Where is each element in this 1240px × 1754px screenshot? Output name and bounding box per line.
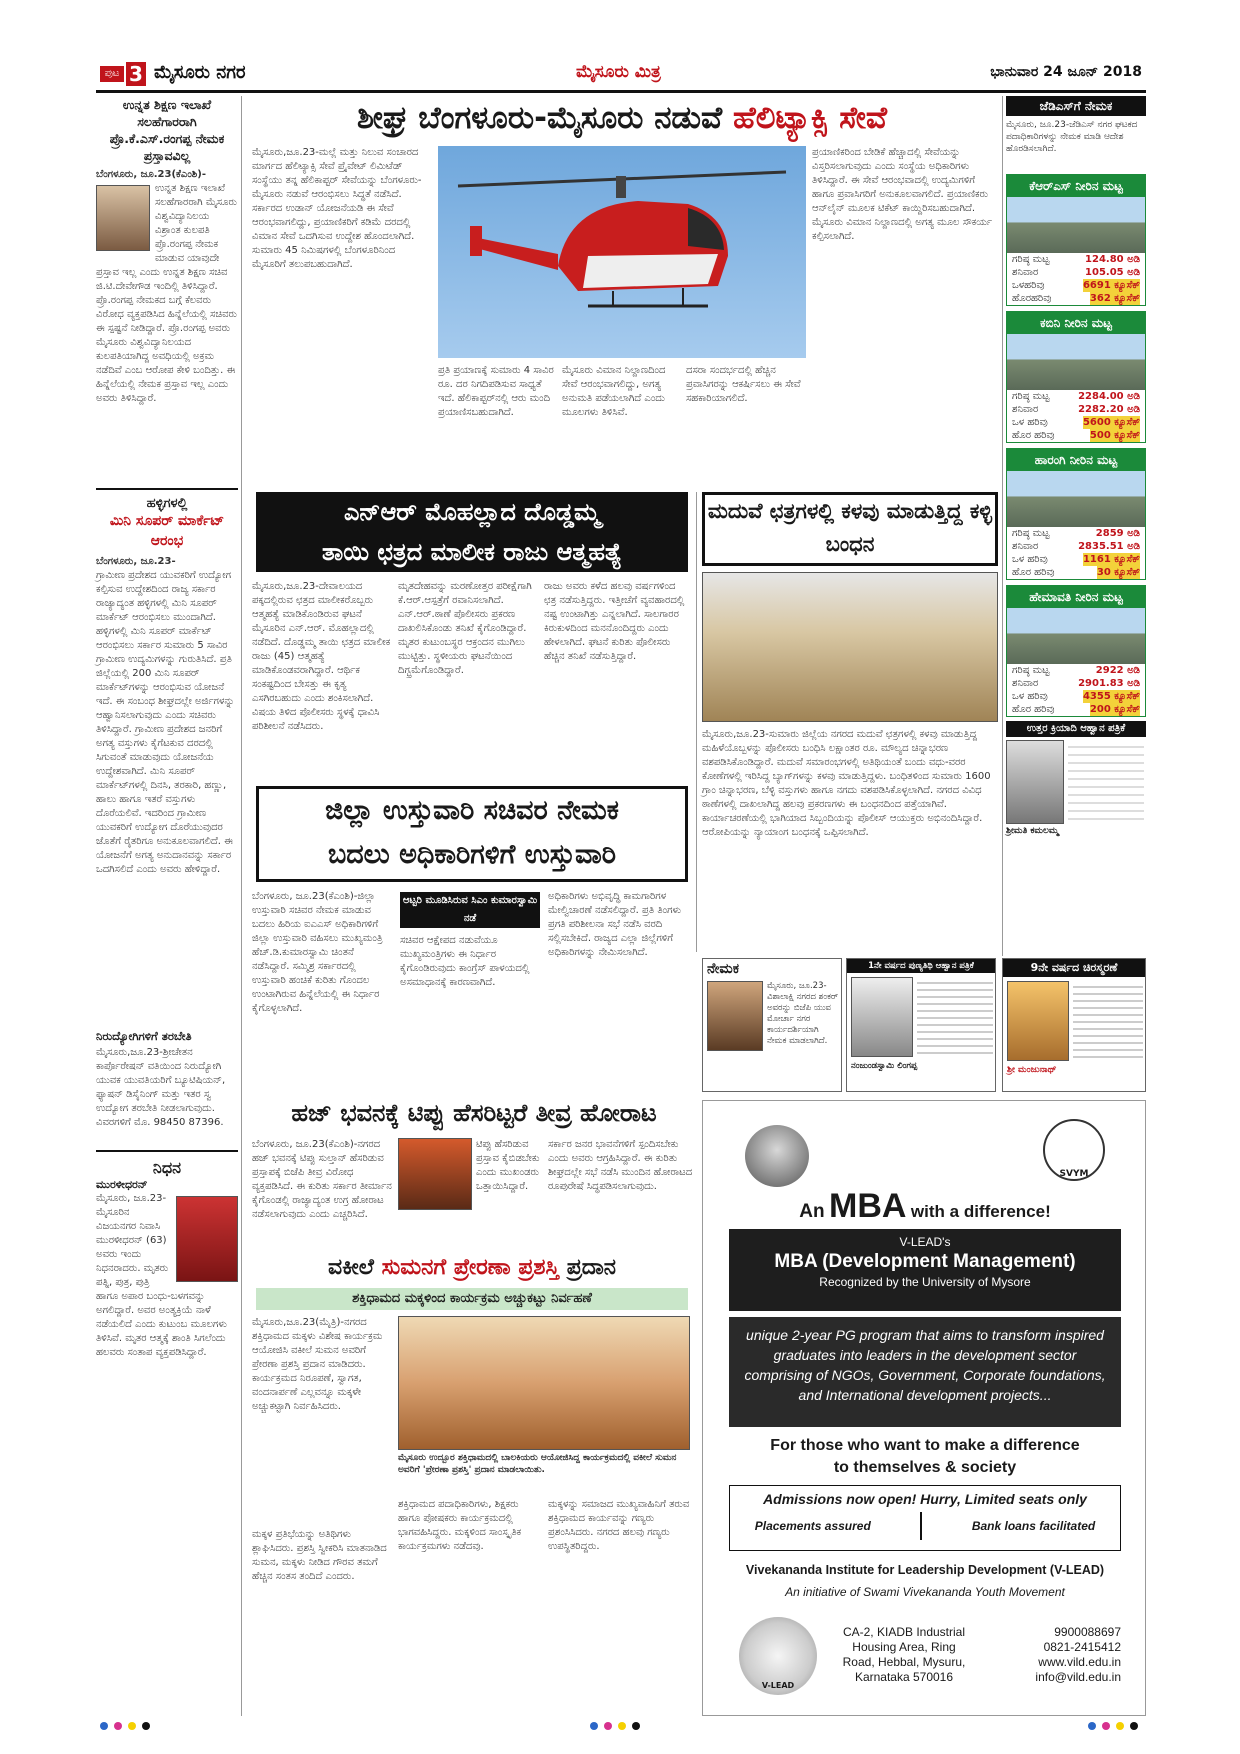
dam-stat-row bbox=[1007, 253, 1145, 266]
dam-stat-label: ಶನಿವಾರ bbox=[1012, 404, 1039, 415]
recognition: Recognized by the University of Mysore bbox=[819, 1275, 1031, 1289]
program-name: MBA (Development Management) bbox=[774, 1251, 1076, 1272]
dam-title: ಹೇಮಾವತಿ ನೀರಿನ ಮಟ್ಟ bbox=[1007, 586, 1145, 608]
masthead-rule bbox=[96, 90, 1146, 93]
dam-stat-row bbox=[1007, 703, 1145, 716]
award-subhead: ಶಕ್ತಿಧಾಮದ ಮಕ್ಕಳಿಂದ ಕಾರ್ಯಕ್ರಮ ಅಚ್ಚುಕಟ್ಟು ನಿರ್ವಹಣೆ bbox=[256, 1288, 688, 1310]
district-col-2: ಸಚಿವರ ಆಕ್ಷೇಪದ ನಡುವೆಯೂ ಮುಖ್ಯಮಂತ್ರಿಗಳು ಈ ನಿರ್ಧಾರ ಕೈಗೊಂಡಿರುವುದು ಕಾಂಗ್ರೆಸ್ ಪಾಳಯದಲ್ಲಿ ಅಸಮಾಧಾನಕ್ಕೆ ಕಾರಣವಾಗಿದೆ. bbox=[400, 935, 530, 988]
award-headline-part-3: ಪ್ರೇರಣಾ ಪ್ರಶಸ್ತಿ bbox=[453, 1255, 560, 1280]
dam-level-box bbox=[1006, 448, 1146, 580]
dateline: ಬೆಂಗಳೂರು, ಜೂ.23- bbox=[96, 556, 176, 567]
uttara-body bbox=[1068, 740, 1144, 824]
page-number: 3 bbox=[126, 62, 146, 86]
dam-stat-value: 1161 ಕ್ಯೂಸೆಕ್ bbox=[1082, 554, 1140, 565]
theft-body: ಮೈಸೂರು,ಜೂ.23-ಸುಮಾರು ಜಿಲ್ಲೆಯ ನಗರದ ಮದುವೆ ಛತ್ರಗಳಲ್ಲಿ ಕಳವು ಮಾಡುತ್ತಿದ್ದ ಮಹಿಳೆಯೊಬ್ಬಳನ್ನು ಪೊಲೀಸರು ಬಂಧಿಸಿ ಲಕ್ಷಾಂತರ ರೂ. ಮೌಲ್ಯದ ಚಿನ್ನಾಭರಣ ವಶಪಡಿಸಿಕೊಂಡಿದ್ದಾರೆ. ಮದುವೆ ಸಮಾರಂಭಗಳಲ್ಲಿ ಅತಿಥಿಯಂತೆ ಬಂದು ವಧು-ವರರ ಕೋಣೆಗಳಲ್ಲಿ ಇರಿಸಿದ್ದ ಬ್ಯಾಗ್‌ಗಳನ್ನು ಕಳವು ಮಾಡುತ್ತಿದ್ದಳು. ಬಂಧಿತಳಿಂದ ಸುಮಾರು 1600 ಗ್ರಾಂ ಚಿನ್ನಾಭರಣ, ಬೆಳ್ಳಿ ವಸ್ತುಗಳು ಹಾಗೂ ನಗದು ವಶಪಡಿಸಿಕೊಳ್ಳಲಾಗಿದೆ. ನಗರದ ವಿವಿಧ ಠಾಣೆಗಳಲ್ಲಿ ದಾಖಲಾಗಿದ್ದ ಹಲವು ಪ್ರಕರಣಗಳು ಈ ಬಂಧನದಿಂದ ಪತ್ತೆಯಾಗಿವೆ. ಕಾರ್ಯಾಚರಣೆಯಲ್ಲಿ ಭಾಗಿಯಾದ ಸಿಬ್ಬಂದಿಯನ್ನು ಪೊಲೀಸ್ ಆಯುಕ್ತರು ಅಭಿನಂದಿಸಿದ್ದಾರೆ. ಆರೋಪಿಯನ್ನು ನ್ಯಾಯಾಂಗ ಬಂಧನಕ್ಕೆ ಒಪ್ಪಿಸಲಾಗಿದೆ. bbox=[702, 729, 991, 838]
dam-level-box bbox=[1006, 585, 1146, 717]
dateline: ಬೆಂಗಳೂರು, ಜೂ.23(ಕೆಎಂಶಿ)- bbox=[96, 169, 206, 180]
lead-col-2: ಪ್ರತಿ ಪ್ರಯಾಣಕ್ಕೆ ಸುಮಾರು 4 ಸಾವಿರ ರೂ. ದರ ನಿಗದಿಪಡಿಸುವ ಸಾಧ್ಯತೆ ಇದೆ. ಹೆಲಿಕಾಪ್ಟರ್‌ನಲ್ಲಿ ಆರು ಮಂದಿ ಪ್ರಯಾಣಿಸಬಹುದಾಗಿದೆ. bbox=[438, 365, 554, 418]
appointment-box bbox=[702, 958, 842, 1092]
dam-stat-label: ಗರಿಷ್ಠ ಮಟ್ಟ bbox=[1012, 254, 1050, 265]
obituary-photo bbox=[176, 1196, 238, 1282]
anniversary-title: 9ನೇ ವರ್ಷದ ಚಿರಸ್ಮರಣೆ bbox=[1003, 959, 1145, 977]
lead-col-3: ಮೈಸೂರು ವಿಮಾನ ನಿಲ್ದಾಣದಿಂದ ಸೇವೆ ಆರಂಭವಾಗಲಿದ್ದು, ಅಗತ್ಯ ಅನುಮತಿ ಪಡೆಯಲಾಗಿದೆ ಎಂದು ಮೂಲಗಳು ತಿಳಿಸಿವೆ. bbox=[562, 365, 666, 418]
appointment-photo bbox=[707, 981, 763, 1051]
dam-stat-value: 105.05 ಅಡಿ bbox=[1085, 267, 1140, 278]
address-line: Housing Area, Ring bbox=[852, 1640, 956, 1654]
uttara-name: ಶ್ರೀಮತಿ ಕಮಲಮ್ಮ bbox=[1006, 826, 1059, 836]
section-name: ಮೈಸೂರು ನಗರ bbox=[154, 62, 246, 83]
dam-title: ಕೆಆರ್‌ಎಸ್ ನೀರಿನ ಮಟ್ಟ bbox=[1007, 175, 1145, 197]
admissions-box bbox=[729, 1485, 1121, 1551]
portrait-photo bbox=[96, 185, 150, 251]
dam-stat-value: 362 ಕ್ಯೂಸೆಕ್ bbox=[1089, 293, 1140, 304]
tagline-line-1: For those who want to make a difference bbox=[770, 1437, 1080, 1454]
dam-stat-row bbox=[1007, 664, 1145, 677]
dam-title: ಕಬಿನಿ ನೀರಿನ ಮಟ್ಟ bbox=[1007, 312, 1145, 334]
vivekananda-portrait bbox=[745, 1125, 809, 1187]
dam-stat-value: 200 ಕ್ಯೂಸೆಕ್ bbox=[1089, 704, 1140, 715]
page-label: ಪುಟ bbox=[100, 66, 124, 82]
address-line: Road, Hebbal, Mysuru, bbox=[842, 1655, 966, 1669]
institute-contact bbox=[991, 1625, 1121, 1685]
address-line: Karnataka 570016 bbox=[854, 1670, 954, 1684]
svym-label: SVYM bbox=[1059, 1169, 1089, 1179]
nr-headline-line-2: ತಾಯಿ ಛತ್ರದ ಮಾಲೀಕ ರಾಜು ಆತ್ಮಹತ್ಯೆ bbox=[322, 538, 622, 566]
dam-stat-row bbox=[1007, 690, 1145, 703]
hajj-col-1: ಬೆಂಗಳೂರು, ಜೂ.23(ಕೆಎಂಶಿ)-ನಗರದ ಹಜ್ ಭವನಕ್ಕೆ ಟಿಪ್ಪು ಸುಲ್ತಾನ್ ಹೆಸರಿಡುವ ಪ್ರಸ್ತಾಪಕ್ಕೆ ಬಿಜೆಪಿ ತೀವ್ರ ವಿರೋಧ ವ್ಯಕ್ತಪಡಿಸಿದೆ. ಈ ಕುರಿತು ಸರ್ಕಾರ ತೀರ್ಮಾನ ಕೈಗೊಂಡಲ್ಲಿ ರಾಜ್ಯಾದ್ಯಂತ ಉಗ್ರ ಹೋರಾಟ ನಡೆಸಲಾಗುವುದು ಎಂದು ಎಚ್ಚರಿಸಿದೆ. bbox=[252, 1139, 392, 1220]
award-headline-part-1: ವಕೀಲೆ bbox=[328, 1255, 374, 1280]
dam-stat-row bbox=[1007, 527, 1145, 540]
nr-col-1: ಮೈಸೂರು,ಜೂ.23-ದೇವಾಲಯದ ಪಕ್ಕದಲ್ಲಿರುವ ಛತ್ರದ ಮಾಲೀಕರೊಬ್ಬರು ಆತ್ಮಹತ್ಯೆ ಮಾಡಿಕೊಂಡಿರುವ ಘಟನೆ ಮೈಸೂರಿನ ಎನ್.ಆರ್. ಮೊಹಲ್ಲಾದಲ್ಲಿ ನಡೆದಿದೆ. ದೊಡ್ಡಮ್ಮ ತಾಯಿ ಛತ್ರದ ಮಾಲೀಕ ರಾಜು (45) ಆತ್ಮಹತ್ಯೆ ಮಾಡಿಕೊಂಡವರಾಗಿದ್ದಾರೆ. ಆರ್ಥಿಕ ಸಂಕಷ್ಟದಿಂದ ಬೇಸತ್ತು ಈ ಕೃತ್ಯ ಎಸಗಿರಬಹುದು ಎಂದು ಶಂಕಿಸಲಾಗಿದೆ. ವಿಷಯ ತಿಳಿದ ಪೊಲೀಸರು ಸ್ಥಳಕ್ಕೆ ಧಾವಿಸಿ ಪರಿಶೀಲನೆ ನಡೆಸಿದರು. bbox=[252, 581, 391, 732]
dam-stat-row bbox=[1007, 540, 1145, 553]
dam-stat-label: ಒಳ ಹರಿವು bbox=[1012, 554, 1048, 565]
anniversary-text bbox=[1073, 981, 1143, 1061]
separator bbox=[920, 1512, 922, 1540]
contact-line: info@vild.edu.in bbox=[1035, 1670, 1121, 1684]
registration-dots-center bbox=[590, 1722, 640, 1730]
theft-headline: ಮದುವೆ ಛತ್ರಗಳಲ್ಲಿ ಕಳವು ಮಾಡುತ್ತಿದ್ದ ಕಳ್ಳಿ ಬಂಧನ bbox=[702, 492, 998, 566]
politician-photo bbox=[398, 1138, 472, 1210]
contact-line: 9900088697 bbox=[1054, 1625, 1121, 1639]
award-col-2: ಮಕ್ಕಳ ಪ್ರತಿಭೆಯನ್ನು ಅತಿಥಿಗಳು ಶ್ಲಾಘಿಸಿದರು. ಪ್ರಶಸ್ತಿ ಸ್ವೀಕರಿಸಿ ಮಾತನಾಡಿದ ಸುಮನ, ಮಕ್ಕಳು ನೀಡಿದ ಗೌರವ ತಮಗೆ ಹೆಚ್ಚಿನ ಸಂತಸ ತಂದಿದೆ ಎಂದರು. bbox=[252, 1529, 387, 1582]
column-rule bbox=[241, 96, 242, 1716]
district-box-headline: ಆಟ್ಟರಿ ಮೂಡಿಸಿರುವ ಸಿಎಂ ಕುಮಾರಸ್ವಾಮಿ ನಡೆ bbox=[400, 892, 540, 928]
dam-stat-label: ಶನಿವಾರ bbox=[1012, 541, 1039, 552]
dam-stat-value: 2835.51 ಅಡಿ bbox=[1078, 541, 1140, 552]
lead-headline bbox=[246, 96, 998, 140]
program-description: unique 2-year PG program that aims to transform inspired graduates into leaders in the development sector comprising of NGOs, Government, Corporate foundations, and International development projects... bbox=[729, 1317, 1121, 1427]
nr-col-3: ರಾಜು ಅವರು ಕಳೆದ ಹಲವು ವರ್ಷಗಳಿಂದ ಛತ್ರ ನಡೆಸುತ್ತಿದ್ದರು. ಇತ್ತೀಚೆಗೆ ವ್ಯವಹಾರದಲ್ಲಿ ನಷ್ಟ ಉಂಟಾಗಿತ್ತು ಎನ್ನಲಾಗಿದೆ. ಸಾಲಗಾರರ ಕಿರುಕುಳದಿಂದ ಮನನೊಂದಿದ್ದರು ಎಂದು ಹೇಳಲಾಗಿದೆ. ಘಟನೆ ಕುರಿತು ಪೊಲೀಸರು ಹೆಚ್ಚಿನ ತನಿಖೆ ನಡೆಸುತ್ತಿದ್ದಾರೆ. bbox=[544, 581, 685, 662]
admissions-note: Admissions now open! Hurry, Limited seats only bbox=[763, 1491, 1087, 1507]
dam-stat-row bbox=[1007, 266, 1145, 279]
contact-line: 0821-2415412 bbox=[1043, 1640, 1121, 1654]
vlead-logo-label: V-LEAD bbox=[761, 1681, 795, 1690]
dam-stat-value: 2284.00 ಅಡಿ bbox=[1078, 391, 1140, 402]
lead-col-4: ದಸರಾ ಸಂದರ್ಭದಲ್ಲಿ ಹೆಚ್ಚಿನ ಪ್ರವಾಸಿಗರನ್ನು ಆಕರ್ಷಿಸಲು ಈ ಸೇವೆ ಸಹಕಾರಿಯಾಗಲಿದೆ. bbox=[686, 365, 801, 404]
dam-stat-row bbox=[1007, 292, 1145, 305]
district-col-1: ಬೆಂಗಳೂರು, ಜೂ.23(ಕೆಎಂಶಿ)-ಜಿಲ್ಲಾ ಉಸ್ತುವಾರಿ ಸಚಿವರ ನೇಮಕ ಮಾಡುವ ಬದಲು ಹಿರಿಯ ಐಎಎಸ್ ಅಧಿಕಾರಿಗಳಿಗೆ ಜಿಲ್ಲಾ ಉಸ್ತುವಾರಿ ವಹಿಸಲು ಮುಖ್ಯಮಂತ್ರಿ ಹೆಚ್.ಡಿ.ಕುಮಾರಸ್ವಾಮಿ ಚಿಂತನೆ ನಡೆಸಿದ್ದಾರೆ. ಸಮ್ಮಿಶ್ರ ಸರ್ಕಾರದಲ್ಲಿ ಉಸ್ತುವಾರಿ ಹಂಚಿಕೆ ಕುರಿತು ಗೊಂದಲ ಉಂಟಾಗಿರುವ ಹಿನ್ನೆಲೆಯಲ್ಲಿ ಈ ನಿರ್ಧಾರ ಕೈಗೊಳ್ಳಲಾಗಿದೆ. bbox=[252, 891, 383, 1014]
ad-headline-rest: with a difference! bbox=[910, 1202, 1051, 1221]
program-banner bbox=[729, 1229, 1121, 1311]
institute-name: Vivekananda Institute for Leadership Development (V-LEAD) bbox=[745, 1563, 1105, 1577]
ad-content bbox=[729, 1111, 1121, 1707]
anniversary-photo bbox=[851, 977, 913, 1057]
award-col-1: ಮೈಸೂರು,ಜೂ.23(ಮೈತ್ರಿ)-ನಗರದ ಶಕ್ತಿಧಾಮದ ಮಕ್ಕಳು ವಿಶೇಷ ಕಾರ್ಯಕ್ರಮ ಆಯೋಜಿಸಿ ವಕೀಲೆ ಸುಮನ ಅವರಿಗೆ ಪ್ರೇರಣಾ ಪ್ರಶಸ್ತಿ ಪ್ರದಾನ ಮಾಡಿದರು. ಕಾರ್ಯಕ್ರಮದ ನಿರೂಪಣೆ, ಸ್ವಾಗತ, ವಂದನಾರ್ಪಣೆ ಎಲ್ಲವನ್ನೂ ಮಕ್ಕಳೇ ಅಚ್ಚುಕಟ್ಟಾಗಿ ನಿರ್ವಹಿಸಿದರು. bbox=[252, 1317, 383, 1412]
issue-date: ಭಾನುವಾರ 24 ಜೂನ್ 2018 bbox=[990, 64, 1142, 80]
dam-stat-value: 2901.83 ಅಡಿ bbox=[1078, 678, 1140, 689]
children-group-photo bbox=[398, 1316, 690, 1450]
initiative-line: An initiative of Swami Vivekananda Youth Movement bbox=[785, 1585, 1065, 1599]
dam-stat-label: ಹೊರಹರಿವು bbox=[1012, 293, 1052, 304]
dam-stat-row bbox=[1007, 677, 1145, 690]
address-line: CA-2, KIADB Industrial bbox=[842, 1625, 966, 1639]
jds-headline: ಜೆಡಿಎಸ್‌ಗೆ ನೇಮಕ bbox=[1006, 96, 1146, 116]
award-col-4: ಮಕ್ಕಳನ್ನು ಸಮಾಜದ ಮುಖ್ಯವಾಹಿನಿಗೆ ತರುವ ಶಕ್ತಿಧಾಮದ ಕಾರ್ಯವನ್ನು ಗಣ್ಯರು ಪ್ರಶಂಸಿಸಿದರು. ನಗರದ ಹಲವು ಗಣ್ಯರು ಉಪಸ್ಥಿತರಿದ್ದರು. bbox=[548, 1499, 690, 1552]
dam-stat-value: 124.80 ಅಡಿ bbox=[1085, 254, 1140, 265]
ad-headline bbox=[729, 1187, 1121, 1226]
paper-name: ಮೈಸೂರು ಮಿತ್ರ bbox=[576, 62, 661, 82]
vlead-logo bbox=[739, 1617, 817, 1695]
dam-photo bbox=[1007, 197, 1145, 253]
dam-stat-value: 5600 ಕ್ಯೂಸೆಕ್ bbox=[1082, 417, 1140, 428]
story-headline: ಉನ್ನತ ಶಿಕ್ಷಣ ಇಲಾಖೆ ಸಲಹೆಗಾರರಾಗಿ ಪ್ರೊ.ಕೆ.ಎಸ್.ರಂಗಪ್ಪ ನೇಮಕ ಪ್ರಸ್ತಾವವಿಲ್ಲ bbox=[109, 97, 225, 163]
lead-headline-black: ಶೀಘ್ರ ಬೆಂಗಳೂರು-ಮೈಸೂರು ನಡುವೆ bbox=[356, 100, 723, 136]
dam-stat-row bbox=[1007, 429, 1145, 442]
dam-stat-row bbox=[1007, 416, 1145, 429]
dam-stat-row bbox=[1007, 553, 1145, 566]
loans-note: Bank loans facilitated bbox=[971, 1519, 1096, 1533]
award-headline-part-4: ಪ್ರದಾನ bbox=[566, 1255, 616, 1280]
nr-col-2: ಮೃತದೇಹವನ್ನು ಮರಣೋತ್ತರ ಪರೀಕ್ಷೆಗಾಗಿ ಕೆ.ಆರ್.ಆಸ್ಪತ್ರೆಗೆ ರವಾನಿಸಲಾಗಿದೆ. ಎನ್.ಆರ್.ಠಾಣೆ ಪೊಲೀಸರು ಪ್ರಕರಣ ದಾಖಲಿಸಿಕೊಂಡು ತನಿಖೆ ಕೈಗೊಂಡಿದ್ದಾರೆ. ಮೃತರ ಕುಟುಂಬಸ್ಥರ ಆಕ್ರಂದನ ಮುಗಿಲು ಮುಟ್ಟಿತ್ತು. ಸ್ಥಳೀಯರು ಘಟನೆಯಿಂದ ದಿಗ್ಭ್ರಮೆಗೊಂಡಿದ್ದಾರೆ. bbox=[398, 581, 532, 676]
story-headline: ನಿರುದ್ಯೋಗಿಗಳಿಗೆ ತರಬೇತಿ bbox=[96, 1029, 192, 1043]
dam-stat-value: 2922 ಅಡಿ bbox=[1095, 665, 1140, 676]
registration-dots-right bbox=[1088, 1722, 1138, 1730]
story-body: ಮೈಸೂರು,ಜೂ.23-ಶ್ರೀಚೇತನ ಕಾರ್ಪೊರೇಷನ್ ವತಿಯಿಂದ ನಿರುದ್ಯೋಗಿ ಯುವಕ ಯುವತಿಯರಿಗೆ ಬ್ಯೂಟಿಷಿಯನ್, ಫ್ಯಾಷನ್ ಡಿಸೈನಿಂಗ್ ಮತ್ತು ಇತರ ಸ್ವ ಉದ್ಯೋಗ ತರಬೇತಿ ನೀಡಲಾಗುವುದು. ವಿವರಗಳಿಗೆ ಮೊ. 98450 87396. bbox=[96, 1047, 226, 1128]
lead-headline-red: ಹೆಲಿಟ್ಯಾಕ್ಸಿ ಸೇವೆ bbox=[732, 100, 888, 136]
police-group-photo bbox=[702, 572, 998, 722]
ad-headline-an: An bbox=[799, 1201, 825, 1222]
dam-level-box bbox=[1006, 174, 1146, 306]
dam-stat-value: 2859 ಅಡಿ bbox=[1095, 528, 1140, 539]
ad-tagline bbox=[729, 1435, 1121, 1479]
obituary-name: ಮುರಳೀಧರನ್ bbox=[96, 1178, 148, 1191]
dam-stat-label: ಹೊರ ಹರಿವು bbox=[1012, 704, 1055, 715]
dam-stat-label: ಒಳ ಹರಿವು bbox=[1012, 691, 1048, 702]
hajj-headline: ಹಜ್ ಭವನಕ್ಕೆ ಟಿಪ್ಪು ಹೆಸರಿಟ್ಟರೆ ತೀವ್ರ ಹೋರಾಟ bbox=[291, 1099, 657, 1127]
dam-stat-value: 4355 ಕ್ಯೂಸೆಕ್ bbox=[1082, 691, 1140, 702]
dam-photo bbox=[1007, 471, 1145, 527]
jds-body: ಮೈಸೂರು, ಜೂ.23-ಜೆಡಿಎಸ್ ನಗರ ಘಟಕದ ಪದಾಧಿಕಾರಿಗಳನ್ನು ನೇಮಕ ಮಾಡಿ ಆದೇಶ ಹೊರಡಿಸಲಾಗಿದೆ. bbox=[1006, 120, 1138, 154]
dam-stat-row bbox=[1007, 390, 1145, 403]
story-body: ಗ್ರಾಮೀಣ ಪ್ರದೇಶದ ಯುವಕರಿಗೆ ಉದ್ಯೋಗ ಕಲ್ಪಿಸುವ ಉದ್ದೇಶದಿಂದ ರಾಜ್ಯ ಸರ್ಕಾರ ರಾಜ್ಯಾದ್ಯಂತ ಹಳ್ಳಿಗಳಲ್ಲಿ ಮಿನಿ ಸೂಪರ್ ಮಾರ್ಕೆಟ್ ಆರಂಭಿಸಲು ಮುಂದಾಗಿದೆ. ಹಳ್ಳಿಗಳಲ್ಲಿ ಮಿನಿ ಸೂಪರ್ ಮಾರ್ಕೆಟ್ ಆರಂಭಿಸಲು ಸರ್ಕಾರ ಸುಮಾರು 5 ಸಾವಿರ ಗ್ರಾಮೀಣ ಉದ್ಯಮಿಗಳನ್ನು ಗುರುತಿಸಿದೆ. ಪ್ರತಿ ಜಿಲ್ಲೆಯಲ್ಲಿ 200 ಮಿನಿ ಸೂಪರ್ ಮಾರ್ಕೆಟ್‌ಗಳನ್ನು ಆರಂಭಿಸುವ ಯೋಜನೆ ಇದೆ. ಈ ಸಂಬಂಧ ಶೀಘ್ರದಲ್ಲೇ ಅರ್ಜಿಗಳನ್ನು ಆಹ್ವಾನಿಸಲಾಗುವುದು ಎಂದು ಸಚಿವರು ತಿಳಿಸಿದ್ದಾರೆ. ಗ್ರಾಮೀಣ ಪ್ರದೇಶದ ಜನರಿಗೆ ಅಗತ್ಯ ವಸ್ತುಗಳು ಕೈಗೆಟಕುವ ದರದಲ್ಲಿ ಸಿಗುವಂತೆ ಮಾಡುವುದು ಯೋಜನೆಯ ಉದ್ದೇಶವಾಗಿದೆ. ಮಿನಿ ಸೂಪರ್ ಮಾರ್ಕೆಟ್‌ಗಳಲ್ಲಿ ದಿನಸಿ, ತರಕಾರಿ, ಹಣ್ಣು, ಹಾಲು ಹಾಗೂ ಇತರೆ ವಸ್ತುಗಳು ದೊರೆಯಲಿವೆ. ಇದರಿಂದ ಗ್ರಾಮೀಣ ಯುವಕರಿಗೆ ಉದ್ಯೋಗ ದೊರೆಯುವುದರ ಜೊತೆಗೆ ರೈತರಿಗೂ ಅನುಕೂಲವಾಗಲಿದೆ. ಈ ಯೋಜನೆಗೆ ಅಗತ್ಯ ಅನುದಾನವನ್ನು ಸರ್ಕಾರ ಒದಗಿಸಲಿದೆ ಎಂದು ಅವರು ಹೇಳಿದ್ದಾರೆ. bbox=[96, 570, 235, 875]
helicopter-icon bbox=[438, 146, 806, 358]
anniversary-name: ಶ್ರೀ ಮಂಜುನಾಥ್ bbox=[1007, 1065, 1057, 1075]
lead-col-1: ಮೈಸೂರು,ಜೂ.23-ಮಲ್ಲೆ ಮತ್ತು ನಿಲುವ ಸಂಚಾರದ ಮಾರ್ಗದ ಹೆಲಿಟ್ಯಾಕ್ಸಿ ಸೇವೆ ಪ್ರೈವೇಟ್ ಲಿಮಿಟೆಡ್ ಸಂಸ್ಥೆಯು ತನ್ನ ಹೆಲಿಕಾಪ್ಟರ್ ಸೇವೆಯನ್ನು ಬೆಂಗಳೂರು-ಮೈಸೂರು ನಡುವೆ ಆರಂಭಿಸಲು ಸಿದ್ಧತೆ ನಡೆಸಿದೆ. ಸರ್ಕಾರದ ಉಡಾನ್ ಯೋಜನೆಯಡಿ ಈ ಸೇವೆ ಆರಂಭವಾಗಲಿದ್ದು, ಪ್ರಯಾಣಿಕರಿಗೆ ಕಡಿಮೆ ದರದಲ್ಲಿ ವಿಮಾನ ಸೇವೆ ಒದಗಿಸುವ ಉದ್ದೇಶ ಹೊಂದಲಾಗಿದೆ. ಸುಮಾರು 45 ನಿಮಿಷಗಳಲ್ಲಿ ಬೆಂಗಳೂರಿನಿಂದ ಮೈಸೂರಿಗೆ ತಲುಪಬಹುದಾಗಿದೆ. bbox=[252, 147, 422, 270]
anniversary-text bbox=[917, 977, 993, 1057]
dam-level-box bbox=[1006, 311, 1146, 443]
district-headline-line-2: ಬದಲು ಅಧಿಕಾರಿಗಳಿಗೆ ಉಸ್ತುವಾರಿ bbox=[327, 839, 617, 870]
dam-stat-value: 6691 ಕ್ಯೂಸೆಕ್ bbox=[1082, 280, 1140, 291]
dam-stat-label: ಗರಿಷ್ಠ ಮಟ್ಟ bbox=[1012, 528, 1050, 539]
registration-dots-left bbox=[100, 1722, 150, 1730]
dam-stat-value: 500 ಕ್ಯೂಸೆಕ್ bbox=[1089, 430, 1140, 441]
masthead bbox=[96, 60, 1146, 90]
dam-stat-value: 2282.20 ಅಡಿ bbox=[1078, 404, 1140, 415]
story-kicker: ಹಳ್ಳಿಗಳಲ್ಲಿ bbox=[146, 496, 188, 511]
dam-levels bbox=[1006, 174, 1146, 717]
award-headline-part-2: ಸುಮನಗೆ bbox=[381, 1255, 447, 1280]
dam-stat-row bbox=[1007, 566, 1145, 579]
first-anniversary-box bbox=[846, 958, 996, 1092]
dam-stat-label: ಹೊರ ಹರಿವು bbox=[1012, 567, 1055, 578]
svym-logo bbox=[1043, 1119, 1105, 1181]
obituary-title: ನಿಧನ bbox=[152, 1158, 182, 1177]
left-column bbox=[96, 96, 238, 1716]
hajj-col-3: ಸರ್ಕಾರ ಜನರ ಭಾವನೆಗಳಿಗೆ ಸ್ಪಂದಿಸಬೇಕು ಎಂದು ಅವರು ಆಗ್ರಹಿಸಿದ್ದಾರೆ. ಈ ಕುರಿತು ಶೀಘ್ರದಲ್ಲೇ ಸಭೆ ನಡೆಸಿ ಮುಂದಿನ ಹೋರಾಟದ ರೂಪುರೇಷೆ ಸಿದ್ಧಪಡಿಸಲಾಗುವುದು. bbox=[548, 1139, 693, 1192]
anniversary-title: 1ನೇ ವರ್ಷದ ಪುಣ್ಯತಿಥಿ ಆಹ್ವಾನ ಪತ್ರಿಕೆ bbox=[847, 959, 995, 973]
story-headline: ಮಿನಿ ಸೂಪರ್ ಮಾರ್ಕೆಟ್ ಆರಂಭ bbox=[109, 513, 225, 549]
obituary-body: ಮೈಸೂರು, ಜೂ.23-ಮೈಸೂರಿನ ವಿಜಯನಗರ ನಿವಾಸಿ ಮುರಳೀಧರನ್ (63) ಅವರು ಇಂದು ನಿಧನರಾದರು. ಮೃತರು ಪತ್ನಿ, ಪುತ್ರ, ಪುತ್ರಿ ಹಾಗೂ ಅಪಾರ ಬಂಧು-ಬಳಗವನ್ನು ಅಗಲಿದ್ದಾರೆ. ಅವರ ಅಂತ್ಯಕ್ರಿಯೆ ನಾಳೆ ನಡೆಯಲಿದೆ ಎಂದು ಕುಟುಂಬ ಮೂಲಗಳು ತಿಳಿಸಿವೆ. ಮೃತರ ಆತ್ಮಕ್ಕೆ ಶಾಂತಿ ಸಿಗಲೆಂದು ಹಲವರು ಸಂತಾಪ ವ್ಯಕ್ತಪಡಿಸಿದ್ದಾರೆ. bbox=[96, 1193, 227, 1358]
photo-caption: ಮೈಸೂರು ಉದ್ಬೂರ ಶಕ್ತಿಧಾಮದಲ್ಲಿ ಬಾಲಕಿಯರು ಆಯೋಜಿಸಿದ್ದ ಕಾರ್ಯಕ್ರಮದಲ್ಲಿ ವಕೀಲೆ ಸುಮನ ಅವರಿಗೆ 'ಪ್ರೇರಣಾ ಪ್ರಶಸ್ತಿ' ಪ್ರದಾನ ಮಾಡಲಾಯಿತು. bbox=[398, 1453, 677, 1475]
appointment-title: ನೇಮಕ bbox=[707, 961, 739, 977]
district-headline bbox=[256, 786, 688, 882]
dam-stat-row bbox=[1007, 279, 1145, 292]
anniversary-photo bbox=[1007, 981, 1069, 1061]
helicopter-photo bbox=[438, 146, 806, 358]
mba-advertisement bbox=[702, 1100, 1146, 1716]
ad-headline-mba: MBA bbox=[829, 1187, 907, 1225]
story-body: ಉನ್ನತ ಶಿಕ್ಷಣ ಇಲಾಖೆ ಸಲಹೆಗಾರರಾಗಿ ಮೈಸೂರು ವಿಶ್ವವಿದ್ಯಾನಿಲಯ ವಿಶ್ರಾಂತ ಕುಲಪತಿ ಪ್ರೊ.ರಂಗಪ್ಪ ನೇಮಕ ಮಾಡುವ ಯಾವುದೇ ಪ್ರಸ್ತಾವ ಇಲ್ಲ ಎಂದು ಉನ್ನತ ಶಿಕ್ಷಣ ಸಚಿವ ಜಿ.ಟಿ.ದೇವೇಗೌಡ ಇಂದಿಲ್ಲಿ ತಿಳಿಸಿದ್ದಾರೆ. ಪ್ರೊ.ರಂಗಪ್ಪ ನೇಮಕದ ಬಗ್ಗೆ ಕೆಲವರು ವಿರೋಧ ವ್ಯಕ್ತಪಡಿಸಿದ ಹಿನ್ನೆಲೆಯಲ್ಲಿ ಸಚಿವರು ಈ ಸ್ಪಷ್ಟನೆ ನೀಡಿದ್ದಾರೆ. ಪ್ರೊ.ರಂಗಪ್ಪ ಅವರು ಮೈಸೂರು ವಿಶ್ವವಿದ್ಯಾನಿಲಯದ ಕುಲಪತಿಯಾಗಿದ್ದ ಅವಧಿಯಲ್ಲಿ ಅಕ್ರಮ ನಡೆದಿವೆ ಎಂಬ ಆರೋಪ ಕೇಳಿ ಬಂದಿತ್ತು. ಈ ಹಿನ್ನೆಲೆಯಲ್ಲಿ ನೇಮಕ ಪ್ರಸ್ತಾವ ಇಲ್ಲ ಎಂದು ಅವರು ತಿಳಿಸಿದ್ದಾರೆ. bbox=[96, 183, 237, 404]
dam-stat-label: ಗರಿಷ್ಠ ಮಟ್ಟ bbox=[1012, 391, 1050, 402]
dam-stat-label: ಶನಿವಾರ bbox=[1012, 678, 1039, 689]
contact-line: www.vild.edu.in bbox=[1038, 1655, 1121, 1669]
district-headline-line-1: ಜಿಲ್ಲಾ ಉಸ್ತುವಾರಿ ಸಚಿವರ ನೇಮಕ bbox=[325, 795, 619, 826]
dam-stat-label: ಹೊರ ಹರಿವು bbox=[1012, 430, 1055, 441]
column-rule bbox=[1002, 96, 1003, 956]
dam-stat-row bbox=[1007, 403, 1145, 416]
ninth-anniversary-box bbox=[1002, 958, 1146, 1092]
nr-headline bbox=[256, 492, 688, 572]
dam-photo bbox=[1007, 608, 1145, 664]
tagline-line-2: to themselves & society bbox=[833, 1459, 1017, 1476]
dam-title: ಹಾರಂಗಿ ನೀರಿನ ಮಟ್ಟ bbox=[1007, 449, 1145, 471]
nr-headline-line-1: ಎನ್‌ಆರ್ ಮೊಹಲ್ಲಾದ ದೊಡ್ಡಮ್ಮ bbox=[343, 498, 601, 526]
vlead-small: V-LEAD's bbox=[899, 1235, 951, 1249]
right-sidebar bbox=[1006, 96, 1146, 956]
lead-col-5: ಪ್ರಯಾಣಿಕರಿಂದ ಬೇಡಿಕೆ ಹೆಚ್ಚಾದಲ್ಲಿ ಸೇವೆಯನ್ನು ವಿಸ್ತರಿಸಲಾಗುವುದು ಎಂದು ಸಂಸ್ಥೆಯ ಅಧಿಕಾರಿಗಳು ತಿಳಿಸಿದ್ದಾರೆ. ಈ ಸೇವೆ ಆರಂಭವಾದಲ್ಲಿ ಉದ್ಯಮಿಗಳಿಗೆ ಹಾಗೂ ಪ್ರವಾಸಿಗರಿಗೆ ಅನುಕೂಲವಾಗಲಿದೆ. ಪ್ರಯಾಣಿಕರು ಆನ್‌ಲೈನ್ ಮೂಲಕ ಟಿಕೆಟ್ ಕಾಯ್ದಿರಿಸಬಹುದಾಗಿದೆ. ಮೈಸೂರು ವಿಮಾನ ನಿಲ್ದಾಣದಲ್ಲಿ ಅಗತ್ಯ ಮೂಲ ಸೌಕರ್ಯ ಕಲ್ಪಿಸಲಾಗಿದೆ. bbox=[812, 147, 993, 242]
appointment-body: ಮೈಸೂರು, ಜೂ.23-ವಿಶಾಲಾಕ್ಷಿ ನಗರದ ಶಂಕರ್ ಅವರನ್ನು ಬಿಜೆಪಿ ಯುವ ಮೋರ್ಚಾ ನಗರ ಕಾರ್ಯದರ್ಶಿಯಾಗಿ ನೇಮಕ ಮಾಡಲಾಗಿದೆ. bbox=[767, 981, 839, 1046]
anniversary-name: ನಂಜುಂಡಸ್ವಾಮಿ ಲಿಂಗಪ್ಪ bbox=[851, 1061, 918, 1071]
award-headline bbox=[252, 1250, 692, 1286]
dam-stat-label: ಒಳ ಹರಿವು bbox=[1012, 417, 1048, 428]
district-col-3: ಅಧಿಕಾರಿಗಳು ಅಭಿವೃದ್ಧಿ ಕಾಮಗಾರಿಗಳ ಮೇಲ್ವಿಚಾರಣೆ ನಡೆಸಲಿದ್ದಾರೆ. ಪ್ರತಿ ತಿಂಗಳು ಪ್ರಗತಿ ಪರಿಶೀಲನಾ ಸಭೆ ನಡೆಸಿ ವರದಿ ಸಲ್ಲಿಸಬೇಕಿದೆ. ರಾಜ್ಯದ ಎಲ್ಲಾ ಜಿಲ್ಲೆಗಳಿಗೆ ಅಧಿಕಾರಿಗಳನ್ನು ನೇಮಿಸಲಾಗಿದೆ. bbox=[548, 891, 682, 958]
uttara-headline: ಉತ್ತರ ಕ್ರಿಯಾದಿ ಆಹ್ವಾನ ಪತ್ರಿಕೆ bbox=[1006, 721, 1146, 737]
uttara-photo bbox=[1006, 740, 1064, 824]
award-col-3: ಶಕ್ತಿಧಾಮದ ಪದಾಧಿಕಾರಿಗಳು, ಶಿಕ್ಷಕರು ಹಾಗೂ ಪೋಷಕರು ಕಾರ್ಯಕ್ರಮದಲ್ಲಿ ಭಾಗವಹಿಸಿದ್ದರು. ಮಕ್ಕಳಿಂದ ಸಾಂಸ್ಕೃತಿಕ ಕಾರ್ಯಕ್ರಮಗಳು ನಡೆದವು. bbox=[398, 1499, 522, 1552]
institute-address bbox=[839, 1625, 969, 1685]
hajj-col-2: ಟಿಪ್ಪು ಹೆಸರಿಡುವ ಪ್ರಸ್ತಾವ ಕೈಬಿಡಬೇಕು ಎಂದು ಮುಖಂಡರು ಒತ್ತಾಯಿಸಿದ್ದಾರೆ. bbox=[476, 1139, 540, 1192]
column-rule bbox=[696, 492, 697, 952]
dam-stat-label: ಗರಿಷ್ಠ ಮಟ್ಟ bbox=[1012, 665, 1050, 676]
dam-stat-value: 30 ಕ್ಯೂಸೆಕ್ bbox=[1096, 567, 1140, 578]
dam-stat-label: ಒಳಹರಿವು bbox=[1012, 280, 1045, 291]
placements-note: Placements assured bbox=[754, 1519, 871, 1533]
dam-stat-label: ಶನಿವಾರ bbox=[1012, 267, 1039, 278]
dam-photo bbox=[1007, 334, 1145, 390]
